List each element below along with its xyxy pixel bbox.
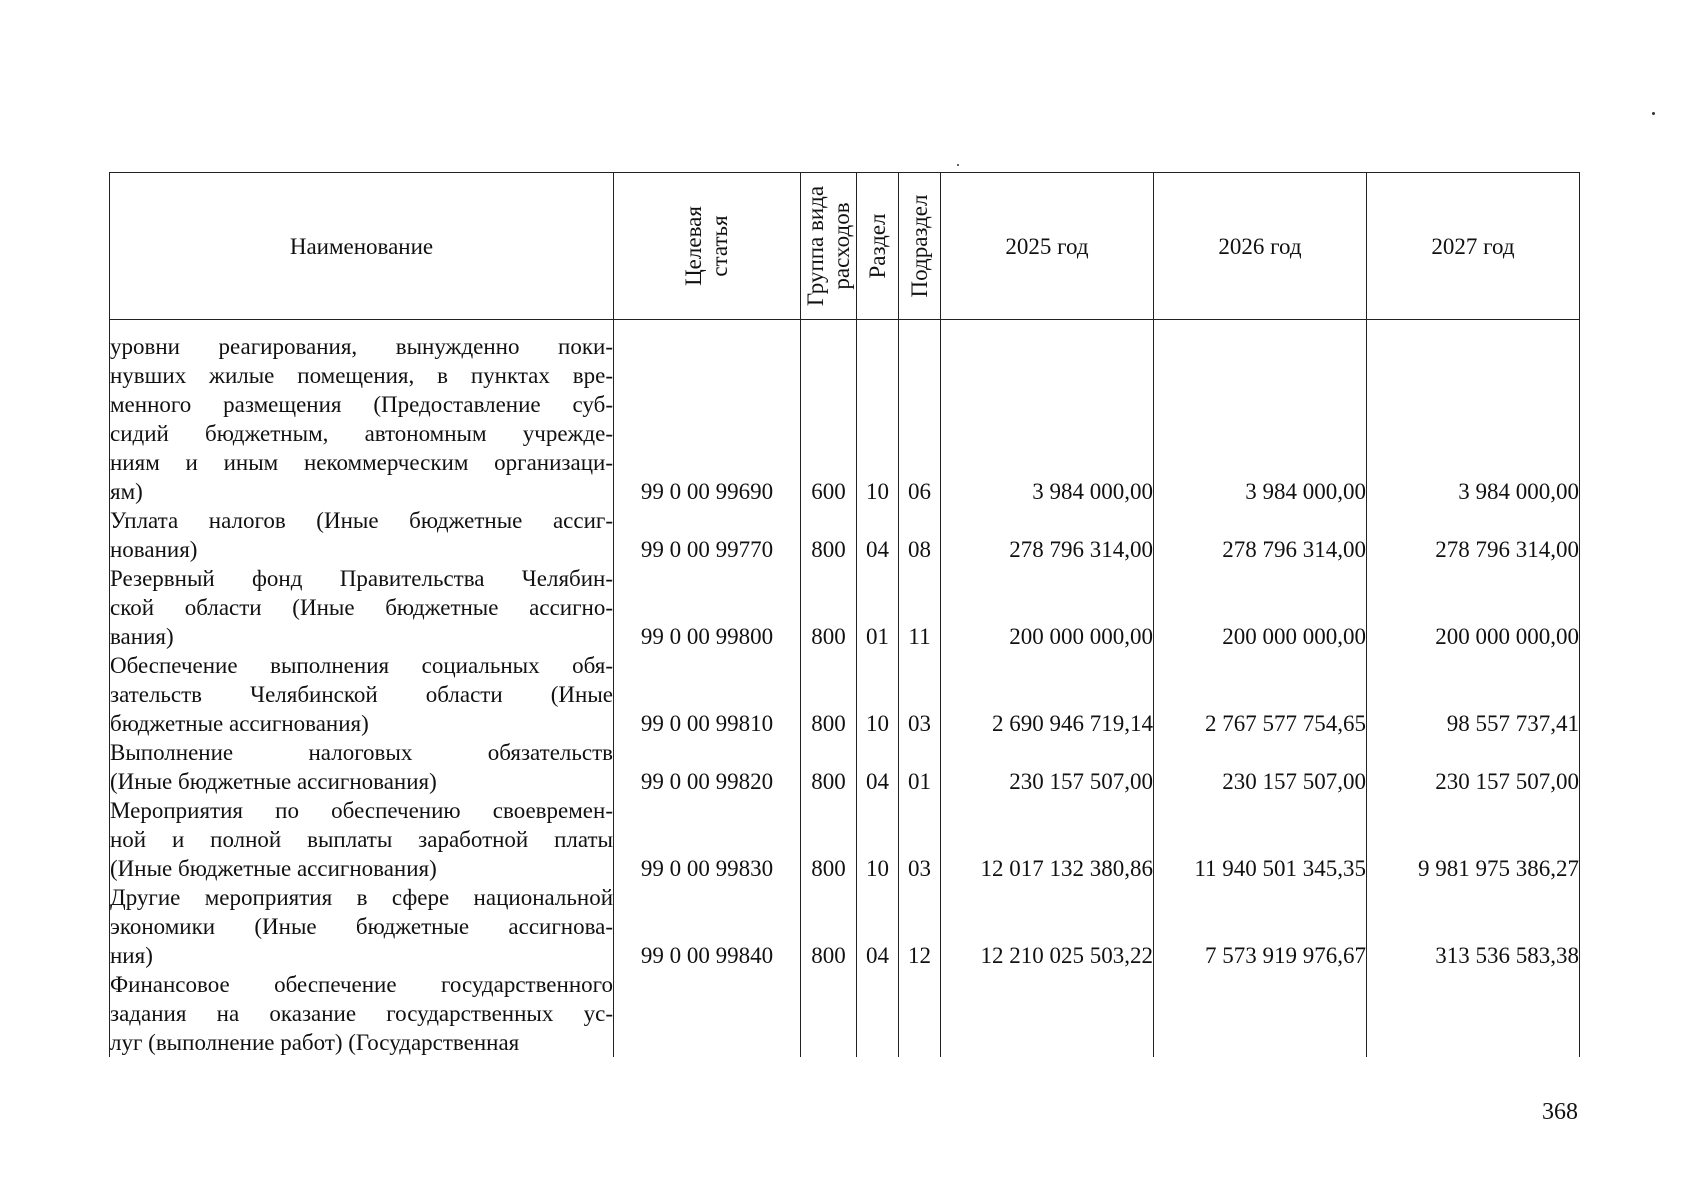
- table-row: [110, 651, 1580, 738]
- table-row: [110, 564, 1580, 651]
- row-value-2026: 278 796 314,00: [1154, 506, 1367, 564]
- row-name: [110, 651, 614, 738]
- header-year-2026: 2026 год: [1154, 173, 1367, 320]
- header-group-line2: расходов: [828, 202, 854, 290]
- row-name-line: Выполнение налоговых обязательств: [110, 740, 613, 765]
- row-expense-group: 800: [801, 883, 857, 970]
- row-name-line: ниям и иным некоммерческим организаци-: [110, 450, 613, 475]
- header-expense-group: [801, 173, 857, 320]
- header-name: Наименование: [110, 173, 614, 320]
- header-target-line1: Целевая: [681, 206, 706, 286]
- row-section: 10: [857, 651, 899, 738]
- row-expense-group: 600: [801, 320, 857, 507]
- header-subsection: [899, 173, 941, 320]
- row-name-line: сидий бюджетным, автономным учрежде-: [110, 421, 613, 446]
- header-section-label: Раздел: [864, 213, 890, 279]
- row-target-article: [614, 970, 801, 1057]
- row-section: 10: [857, 320, 899, 507]
- row-expense-group: 800: [801, 506, 857, 564]
- row-target-article: 99 0 00 99840: [614, 883, 801, 970]
- table-header-row: [110, 173, 1580, 320]
- row-value-2026: 230 157 507,00: [1154, 738, 1367, 796]
- row-name-line: Мероприятия по обеспечению своевремен-: [110, 798, 613, 823]
- row-value-2025: 3 984 000,00: [941, 320, 1154, 507]
- row-value-2027: [1367, 970, 1580, 1057]
- row-target-article: 99 0 00 99690: [614, 320, 801, 507]
- row-value-2025: 12 017 132 380,86: [941, 796, 1154, 883]
- row-expense-group: 800: [801, 738, 857, 796]
- row-target-article: 99 0 00 99810: [614, 651, 801, 738]
- row-section: 04: [857, 738, 899, 796]
- table-row: [110, 738, 1580, 796]
- row-subsection: 11: [899, 564, 941, 651]
- row-value-2026: 200 000 000,00: [1154, 564, 1367, 651]
- row-name-line: уровни реагирования, вынужденно поки-: [110, 334, 613, 359]
- header-year-2025: 2025 год: [941, 173, 1154, 320]
- row-subsection: [899, 970, 941, 1057]
- row-subsection: 03: [899, 796, 941, 883]
- table-row: [110, 320, 1580, 507]
- row-subsection: 03: [899, 651, 941, 738]
- row-section: 04: [857, 506, 899, 564]
- row-value-2025: 2 690 946 719,14: [941, 651, 1154, 738]
- row-expense-group: 800: [801, 796, 857, 883]
- row-value-2026: 7 573 919 976,67: [1154, 883, 1367, 970]
- row-name-line: нования): [110, 537, 198, 562]
- row-name-line: ния): [110, 943, 153, 968]
- row-name-line: менного размещения (Предоставление суб-: [110, 392, 613, 417]
- row-value-2027: 9 981 975 386,27: [1367, 796, 1580, 883]
- row-name-line: ям): [110, 479, 143, 504]
- table-row: [110, 796, 1580, 883]
- row-name-line: Уплата налогов (Иные бюджетные ассиг-: [110, 508, 613, 533]
- table-row: [110, 506, 1580, 564]
- row-value-2026: 2 767 577 754,65: [1154, 651, 1367, 738]
- row-target-article: 99 0 00 99830: [614, 796, 801, 883]
- row-name-line: нувших жилые помещения, в пунктах вре-: [110, 363, 613, 388]
- table-row: [110, 883, 1580, 970]
- row-name-line: вания): [110, 624, 174, 649]
- row-value-2025: 230 157 507,00: [941, 738, 1154, 796]
- row-name-line: (Иные бюджетные ассигнования): [110, 769, 437, 794]
- row-target-article: 99 0 00 99770: [614, 506, 801, 564]
- header-section: [857, 173, 899, 320]
- row-expense-group: [801, 970, 857, 1057]
- row-name: [110, 320, 614, 507]
- row-name-line: луг (выполнение работ) (Государственная: [110, 1030, 520, 1055]
- row-target-article: 99 0 00 99800: [614, 564, 801, 651]
- row-section: 01: [857, 564, 899, 651]
- row-name-line: Обеспечение выполнения социальных обя-: [110, 653, 613, 678]
- row-subsection: 12: [899, 883, 941, 970]
- row-section: [857, 970, 899, 1057]
- scan-speck: [1652, 112, 1655, 115]
- row-value-2027: 313 536 583,38: [1367, 883, 1580, 970]
- row-name: [110, 883, 614, 970]
- row-value-2027: 230 157 507,00: [1367, 738, 1580, 796]
- row-name-line: (Иные бюджетные ассигнования): [110, 856, 437, 881]
- header-subsection-label: Подраздел: [906, 194, 932, 298]
- row-section: 04: [857, 883, 899, 970]
- row-value-2025: [941, 970, 1154, 1057]
- row-name-line: Другие мероприятия в сфере национальной: [110, 885, 613, 910]
- scan-speck: [957, 164, 959, 166]
- row-name: [110, 506, 614, 564]
- row-name-line: Финансовое обеспечение государственного: [110, 972, 613, 997]
- row-value-2027: 3 984 000,00: [1367, 320, 1580, 507]
- row-name-line: ной и полной выплаты заработной платы: [110, 827, 613, 852]
- row-name-line: бюджетные ассигнования): [110, 711, 369, 736]
- row-value-2027: 278 796 314,00: [1367, 506, 1580, 564]
- row-name-line: ской области (Иные бюджетные ассигно-: [110, 595, 613, 620]
- row-name-line: задания на оказание государственных ус-: [110, 1001, 613, 1026]
- row-subsection: 01: [899, 738, 941, 796]
- row-name: [110, 970, 614, 1057]
- row-section: 10: [857, 796, 899, 883]
- header-target-line2: статья: [707, 215, 732, 277]
- row-name-line: экономики (Иные бюджетные ассигнова-: [110, 914, 613, 939]
- row-expense-group: 800: [801, 651, 857, 738]
- row-name-line: Резервный фонд Правительства Челябин-: [110, 566, 613, 591]
- row-subsection: 08: [899, 506, 941, 564]
- header-group-line1: Группа вида: [802, 185, 828, 307]
- row-name-line: зательств Челябинской области (Иные: [110, 682, 613, 707]
- table-row: [110, 970, 1580, 1057]
- row-target-article: 99 0 00 99820: [614, 738, 801, 796]
- row-value-2025: 278 796 314,00: [941, 506, 1154, 564]
- row-expense-group: 800: [801, 564, 857, 651]
- row-value-2027: 200 000 000,00: [1367, 564, 1580, 651]
- row-value-2026: [1154, 970, 1367, 1057]
- row-value-2025: 200 000 000,00: [941, 564, 1154, 651]
- header-target-article: [614, 173, 801, 320]
- row-value-2025: 12 210 025 503,22: [941, 883, 1154, 970]
- row-value-2027: 98 557 737,41: [1367, 651, 1580, 738]
- row-name: [110, 796, 614, 883]
- budget-table: [109, 172, 1580, 1057]
- header-year-2027: 2027 год: [1367, 173, 1580, 320]
- page-number: 368: [1542, 1099, 1578, 1125]
- row-subsection: 06: [899, 320, 941, 507]
- row-value-2026: 11 940 501 345,35: [1154, 796, 1367, 883]
- row-value-2026: 3 984 000,00: [1154, 320, 1367, 507]
- row-name: [110, 564, 614, 651]
- row-name: [110, 738, 614, 796]
